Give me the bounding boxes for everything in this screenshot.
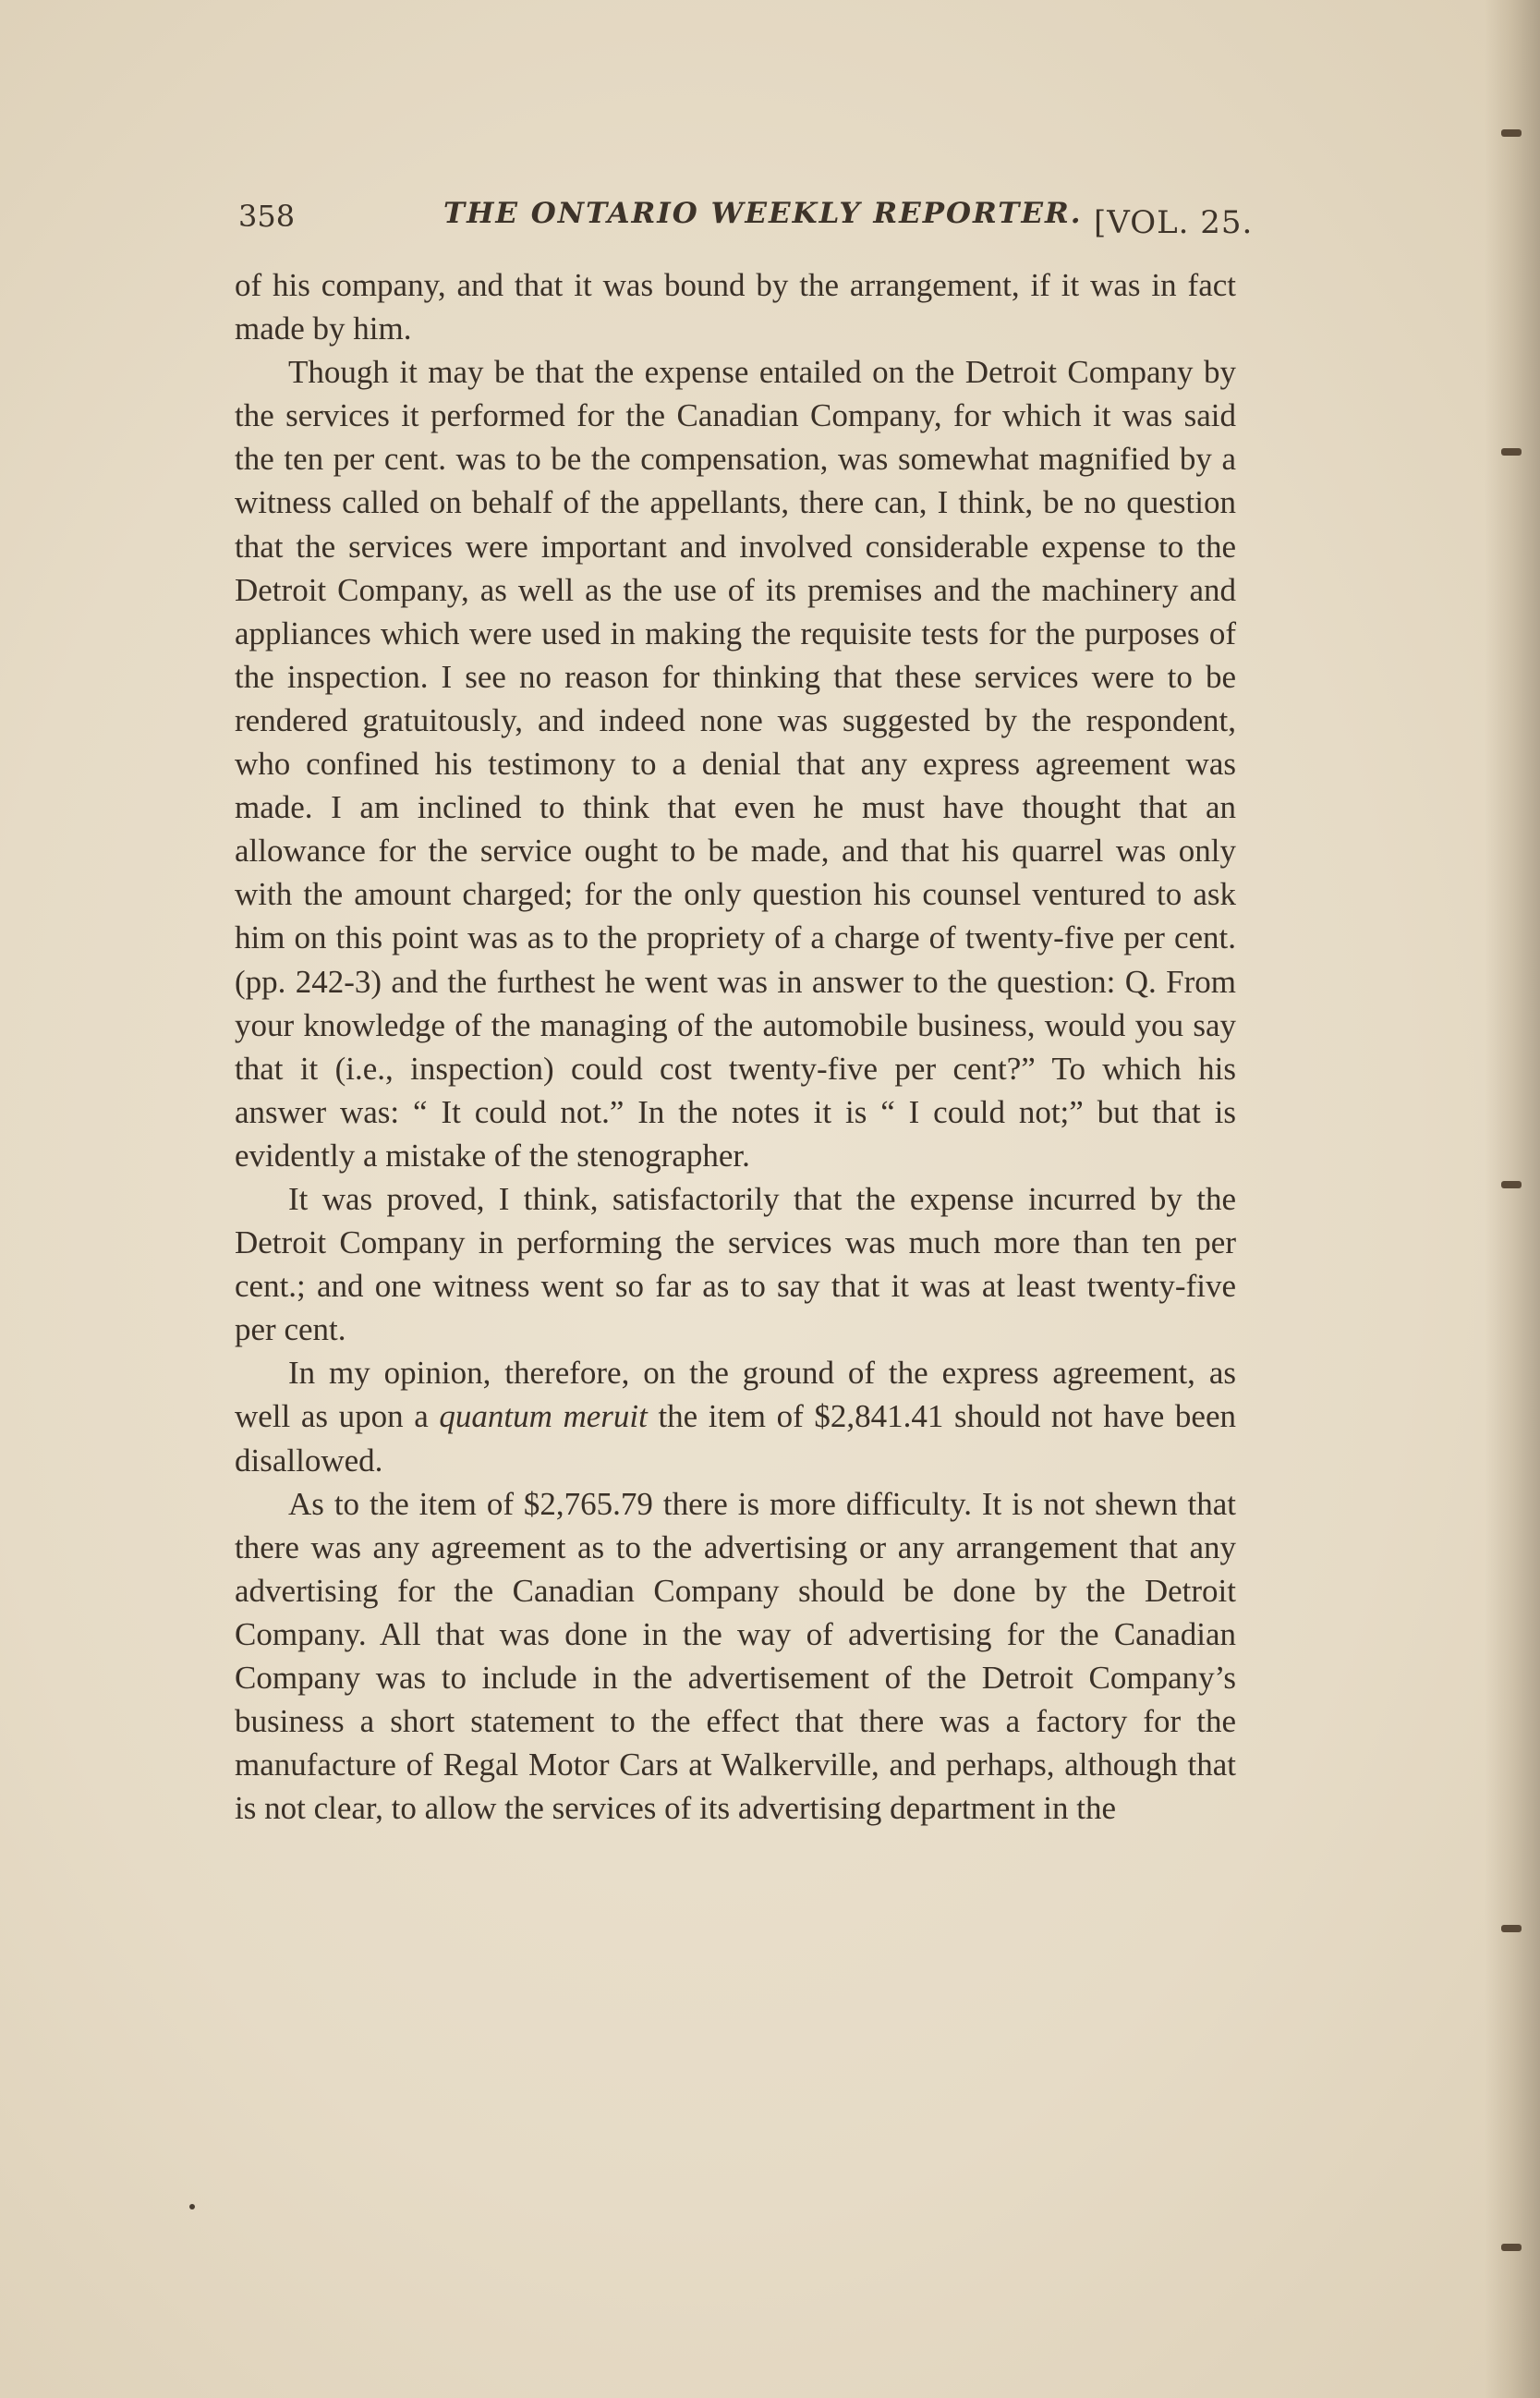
paragraph — [235, 1351, 1236, 1481]
running-title: THE ONTARIO WEEKLY REPORTER. — [443, 197, 1083, 230]
body-text — [235, 263, 1236, 1830]
page-edge-shadow — [1485, 0, 1540, 2398]
binding-mark — [1501, 1181, 1522, 1188]
page-number: 358 — [238, 199, 296, 234]
binding-mark — [1501, 448, 1522, 456]
binding-mark — [1501, 2244, 1522, 2251]
paragraph — [235, 1482, 1236, 1831]
page-header — [238, 189, 1255, 254]
binding-mark — [1501, 1925, 1522, 1932]
ink-speck — [189, 2204, 195, 2209]
paragraph — [235, 350, 1236, 1177]
italic-phrase: quantum meruit — [439, 1398, 648, 1435]
paragraph-text: of his company, and that it was bound by the arrangement, if it was in fact made by him. — [235, 267, 1236, 347]
paragraph-text: Though it may be that the expense entailed on the Detroit Company by the services it performed for the Canadian Company, for which it was said the ten per cent. was to be the compensation, was somewhat magnified by a witness called on behalf of the appellants, there can, I think, be no question that the services were important and involved considerable expense to the Detroit Company, as well as the use of its premises and the machinery and appliances which were used in making the requisite tests for the purposes of the inspection. I see no reason for thinking that these services were to be rendered gratuitously, and indeed none was suggested by the respondent, who confined his testimony to a denial that any express agreement was made. I am inclined to think that even he must have thought that an allowance for the service ought to be made, and that his quarrel was only with the amount charged; for the only question his counsel ventured to ask him on this point was as to the propriety of a charge of twenty-five per cent. (pp. 242-3) and the furthest he went was in answer to the question: Q. From your knowledge of the managing of the automobile business, would you say that it (i.e., inspection) could cost twenty-five per cent?” To which his answer was: “ It could not.” In the notes it is “ I could not;” but that is evidently a mistake of the stenographer. — [235, 354, 1236, 1174]
binding-mark — [1501, 129, 1522, 137]
paragraph-text: It was proved, I think, satisfactorily that the expense incurred by the Detroit Company in performing the services was much more than ten per cent.; and one witness went so far as to say that it was at least twenty-five per cent. — [235, 1180, 1236, 1348]
paragraph — [235, 263, 1236, 350]
paragraph-text: In my opinion, therefore, on the ground of the express agreement, as well as upon a — [235, 1355, 1236, 1435]
paragraph-text: the item of $2,841.41 should not have been disallowed. — [235, 1398, 1236, 1479]
volume-label: [VOL. 25. — [1094, 204, 1254, 241]
paragraph — [235, 1177, 1236, 1351]
paragraph-text: As to the item of $2,765.79 there is more difficulty. It is not shewn that there was any agreement as to the advertising or any arrangement that any advertising for the Canadian Company should be done by the Detroit Company. All that was done in the way of advertising for the Canadian Company was to include in the advertisement of the Detroit Company’s business a short statement to the effect that there was a factory for the manufacture of Regal Motor Cars at Walkerville, and perhaps, although that is not clear, to allow the services of its advertising department in the — [235, 1485, 1236, 1827]
